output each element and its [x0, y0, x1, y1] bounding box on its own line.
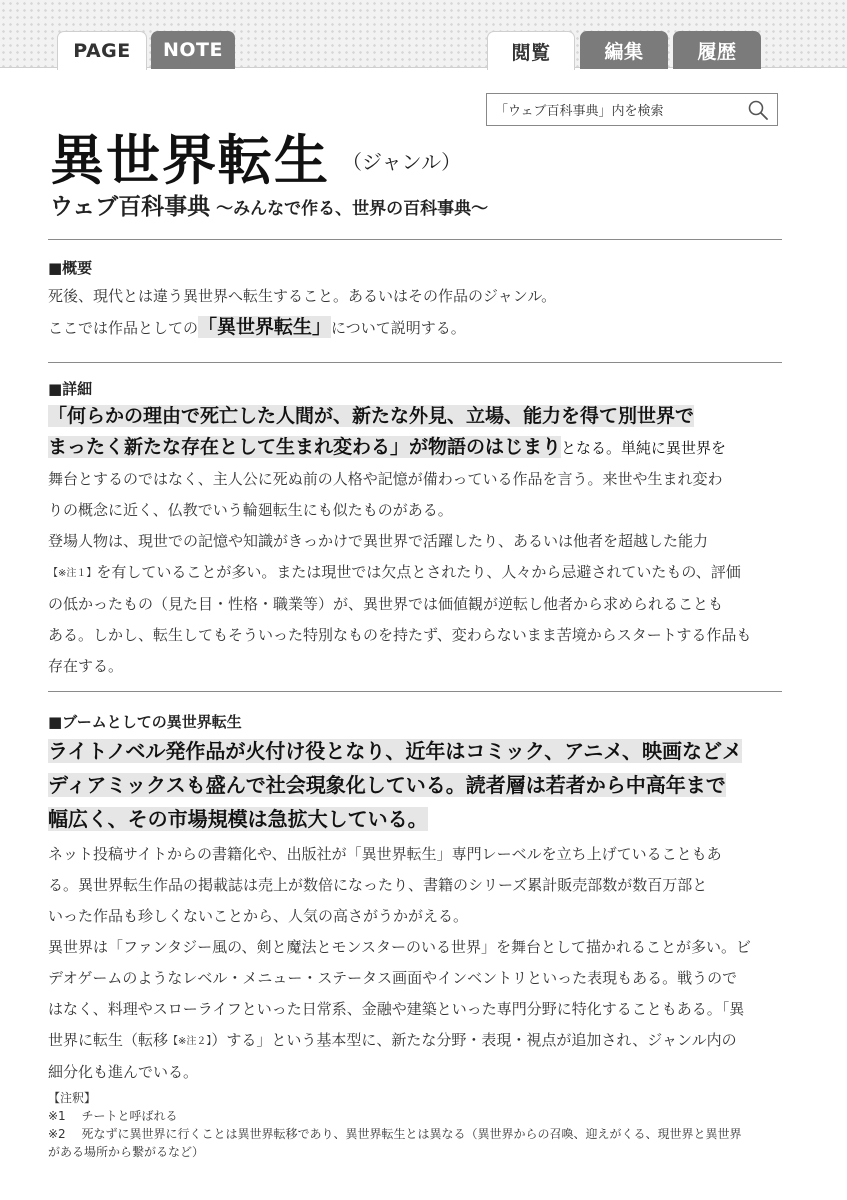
- overview-line: 死後、現代とは違う異世界へ転生すること。あるいはその作品のジャンル。: [48, 287, 557, 305]
- highlight-lead: まったく新たな存在として生まれ変わる」が物語のはじまり: [48, 436, 562, 458]
- search-box[interactable]: [486, 93, 778, 126]
- tab-read[interactable]: 閲覧: [487, 31, 575, 70]
- section-heading: ■ブームとしての異世界転生: [48, 713, 242, 731]
- note-item: ※2 死なずに異世界に行くことは異世界転移であり、異世界転生とは異なる（異世界からの召喚、迎えがくる、現世界と異世界: [48, 1127, 742, 1141]
- paragraph-line: ネット投稿サイトからの書籍化や、出版社が「異世界転生」専門レーベルを立ち上げていることもあ: [48, 845, 722, 863]
- text: 世界に転生（転移: [48, 1031, 169, 1049]
- paragraph-line: デオゲームのようなレベル・メニュー・ステータス画面やインベントリといった表現もある。戦うので: [48, 969, 738, 987]
- site-name: ウェブ百科事典: [50, 194, 211, 220]
- overview-section: [48, 257, 788, 344]
- notes-heading: 【注釈】: [48, 1091, 97, 1105]
- highlight-term: 「異世界転生」: [198, 316, 332, 338]
- site-subtitle: [50, 188, 488, 221]
- notes-section: [48, 1089, 788, 1161]
- note-ref-link[interactable]: 【※注１】: [48, 568, 97, 579]
- paragraph-line: 細分化も進んでいる。: [48, 1063, 199, 1081]
- paragraph-line: 舞台とするのではなく、主人公に死ぬ前の人格や記憶が備わっている作品を言う。来世や生まれ変わ: [48, 470, 723, 488]
- highlight-lead: 「何らかの理由で死亡した人間が、新たな外見、立場、能力を得て別世界で: [48, 405, 695, 427]
- paragraph-line: 登場人物は、現世での記憶や知識がきっかけで異世界で活躍したり、あるいは他者を超越した能力: [48, 532, 709, 550]
- page-title: 異世界転生: [50, 129, 330, 192]
- search-icon[interactable]: [747, 99, 769, 121]
- text: について説明する。: [331, 319, 466, 337]
- highlight-lead: ディアミックスも盛んで社会現象化している。読者層は若者から中高年まで: [48, 773, 726, 797]
- text: となる。単純に異世界を: [561, 439, 727, 457]
- top-bar: [0, 0, 847, 68]
- text: ここでは作品としての: [48, 319, 199, 337]
- tab-edit[interactable]: 編集: [580, 31, 668, 69]
- paragraph-line: 存在する。: [48, 657, 124, 675]
- page-genre: （ジャンル）: [342, 150, 462, 174]
- divider: [48, 239, 782, 240]
- paragraph-line: ある。しかし、転生してもそういった特別なものを持たず、変わらないまま苦境からスタートする作品も: [48, 626, 752, 644]
- overview-line: [48, 312, 788, 344]
- divider: [48, 691, 782, 692]
- site-tagline: ～みんなで作る、世界の百科事典～: [216, 199, 489, 219]
- tab-note[interactable]: NOTE: [151, 31, 235, 69]
- tab-history[interactable]: 履歴: [673, 31, 761, 69]
- search-input[interactable]: 「ウェブ百科事典」内を検索: [495, 104, 664, 119]
- section-heading: ■概要: [48, 259, 93, 277]
- paragraph-line: 異世界は「ファンタジー風の、剣と魔法とモンスターのいる世界」を舞台として描かれることが多い。ビ: [48, 938, 752, 956]
- divider: [48, 362, 782, 363]
- text: ）する」という基本型に、新たな分野・表現・視点が追加され、ジャンル内の: [211, 1031, 737, 1049]
- paragraph-line: りの概念に近く、仏教でいう輪廻転生にも似たものがある。: [48, 501, 453, 519]
- highlight-lead: 幅広く、その市場規模は急拡大している。: [48, 807, 428, 831]
- highlight-lead: ライトノベル発作品が火付け役となり、近年はコミック、アニメ、映画などメ: [48, 739, 742, 763]
- detail-section: [48, 378, 788, 682]
- paragraph-line: [48, 557, 788, 589]
- paragraph-line: いった作品も珍しくないことから、人気の高さがうかがえる。: [48, 907, 469, 925]
- note-ref-link[interactable]: 【※注２】: [168, 1036, 212, 1047]
- note-item: がある場所から繋がるなど）: [48, 1145, 205, 1159]
- note-item: ※1 チートと呼ばれる: [48, 1109, 178, 1123]
- paragraph-line: [48, 1025, 788, 1057]
- paragraph-line: はなく、料理やスローライフといった日常系、金融や建築といった専門分野に特化することもある。「異: [48, 1000, 745, 1018]
- paragraph-line: る。異世界転生作品の掲載誌は売上が数倍になったり、書籍のシリーズ累計販売部数が数百万部と: [48, 876, 708, 894]
- text: を有していることが多い。または現世では欠点とされたり、人々から忌避されていたもの、評価: [96, 563, 741, 581]
- boom-section: [48, 711, 788, 1088]
- section-heading: ■詳細: [48, 380, 93, 398]
- tab-page[interactable]: PAGE: [57, 31, 147, 70]
- paragraph-line: の低かったもの（見た目・性格・職業等）が、異世界では価値観が逆転し他者から求められることも: [48, 595, 724, 613]
